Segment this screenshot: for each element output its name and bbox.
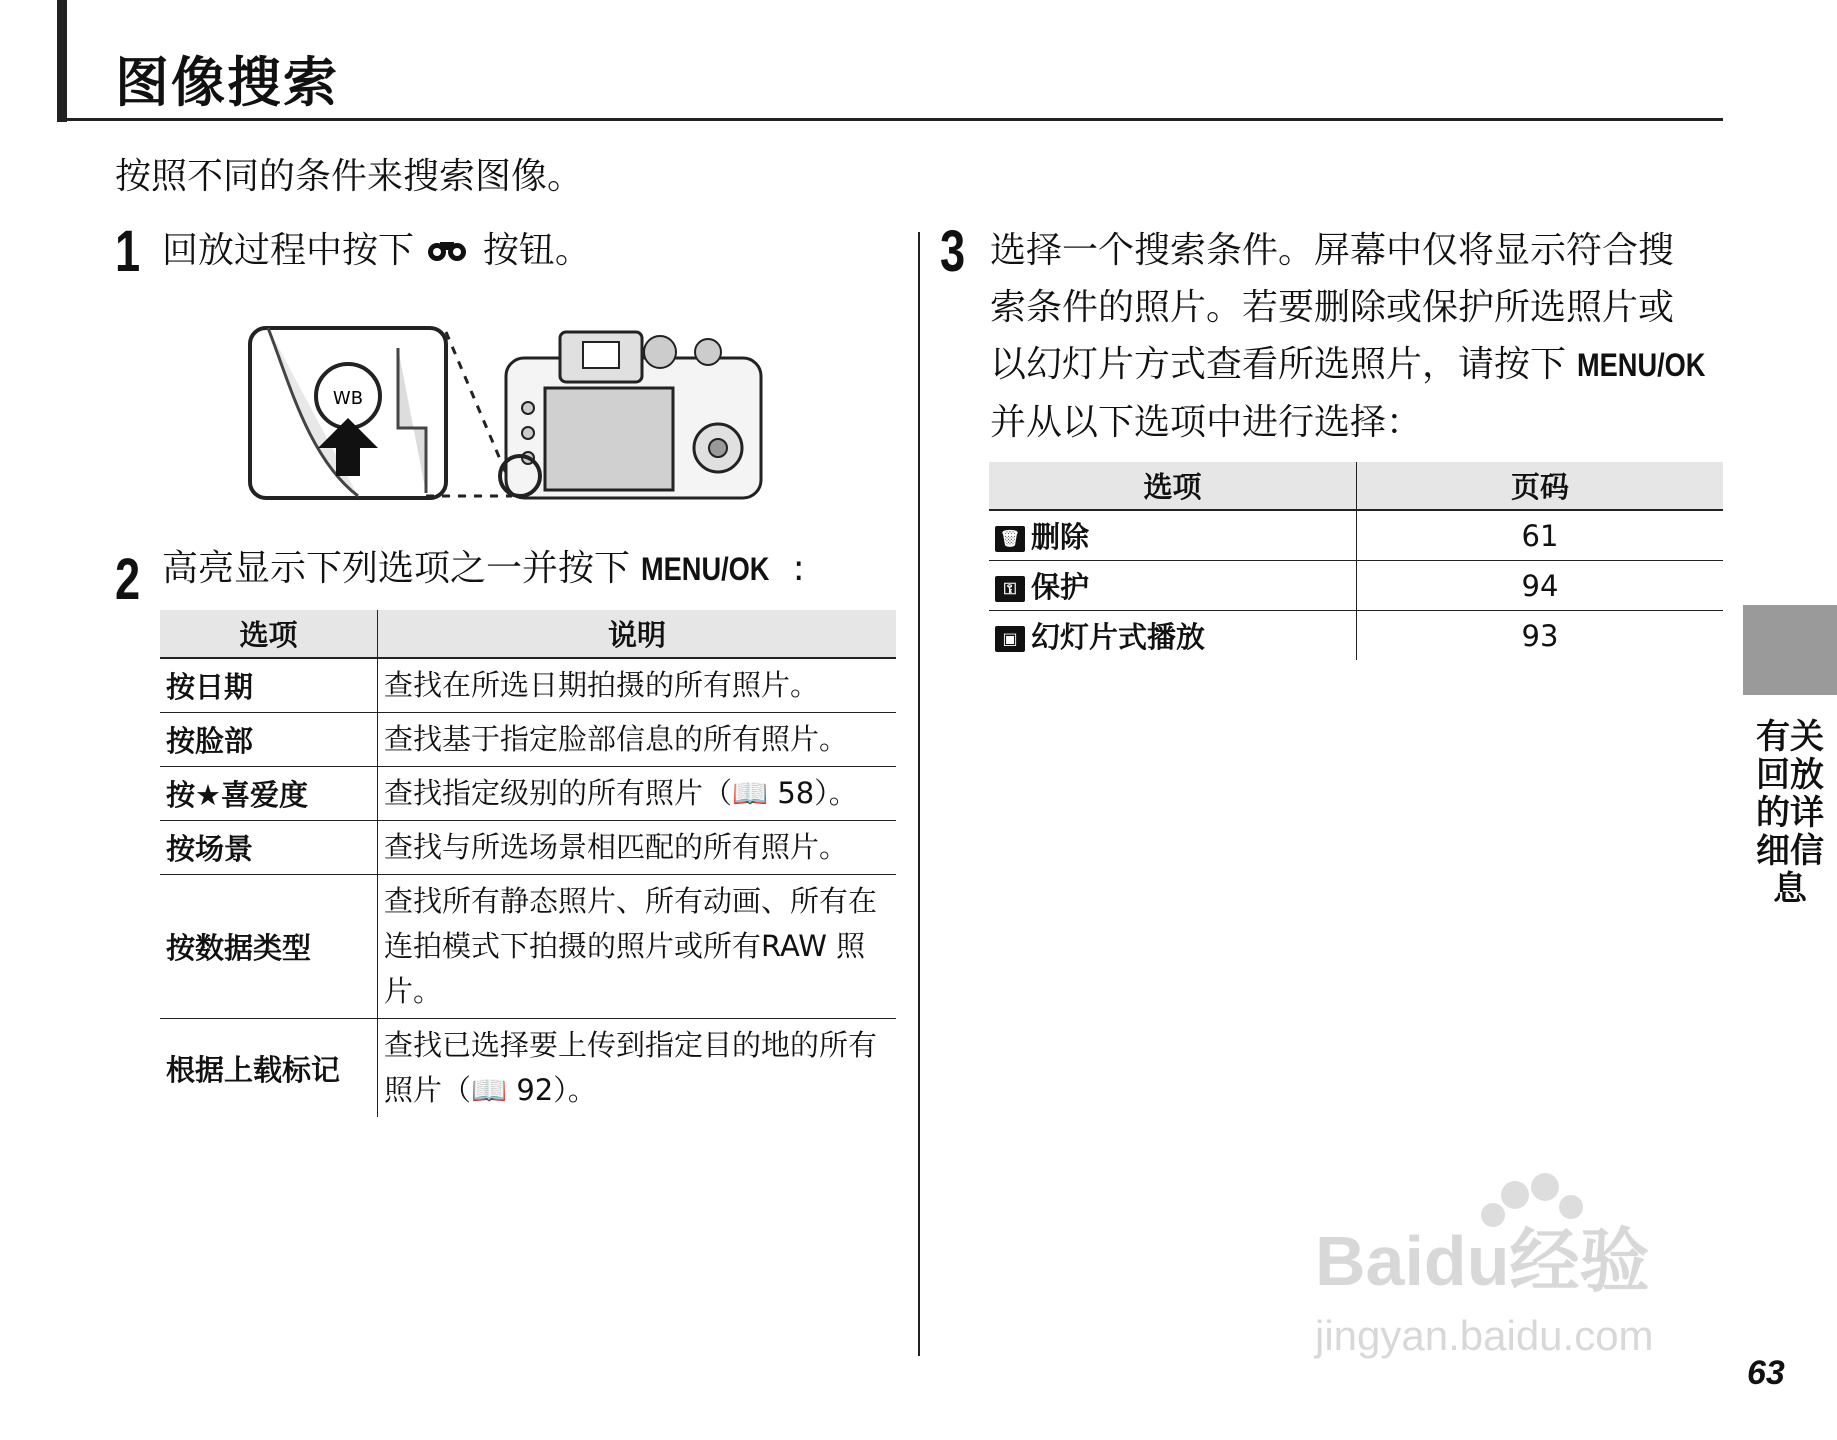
search-options-table — [160, 610, 896, 1117]
table-row — [160, 658, 896, 713]
description-cell: 查找已选择要上传到指定目的地的所有照片（📖 92）。 — [378, 1019, 897, 1118]
option-cell — [989, 611, 1357, 661]
option-cell: 按数据类型 — [160, 875, 378, 1019]
table-row — [989, 510, 1723, 561]
option-cell: 按★喜爱度 — [160, 767, 378, 821]
page-number: 63 — [1747, 1354, 1785, 1392]
table-row — [160, 713, 896, 767]
table-header-option: 选项 — [989, 462, 1357, 510]
description-cell: 查找所有静态照片、所有动画、所有在连拍模式下拍摄的照片或所有RAW 照片。 — [378, 875, 897, 1019]
menu-ok-button-label: MENU/OK — [1577, 347, 1706, 383]
playback-options-table — [989, 462, 1723, 660]
step-3-line-1: 选择一个搜索条件。屏幕中仅将显示符合搜 — [990, 230, 1675, 271]
step-3-line-2: 索条件的照片。若要删除或保护所选照片或 — [990, 287, 1675, 328]
option-label: 保护 — [1031, 570, 1090, 604]
step-3-line-4: 并从以下选项中进行选择： — [990, 402, 1423, 443]
section-tab-label: 有关回放的详细信息 — [1756, 717, 1824, 909]
baidu-watermark — [1305, 1165, 1745, 1369]
step-2-text — [162, 540, 805, 598]
camera-illustration — [248, 308, 768, 508]
table-row — [160, 875, 896, 1019]
option-cell: 按脸部 — [160, 713, 378, 767]
section-tab — [1743, 605, 1837, 695]
step-2-number: 2 — [115, 547, 141, 612]
binoculars-icon — [425, 224, 471, 281]
slideshow-icon: ▣ — [995, 626, 1025, 652]
wb-button-label: WB — [332, 388, 364, 409]
menu-ok-button-label: MENU/OK — [641, 551, 770, 587]
step-1-number: 1 — [115, 219, 141, 284]
description-cell: 查找与所选场景相匹配的所有照片。 — [378, 821, 897, 875]
step-3-line-3: 以幻灯片方式查看所选照片，请按下 — [990, 344, 1567, 385]
description-cell: 查找指定级别的所有照片（📖 58）。 — [378, 767, 897, 821]
intro-text: 按照不同的条件来搜索图像。 — [115, 156, 584, 197]
option-cell — [989, 510, 1357, 561]
page-cell: 61 — [1521, 518, 1559, 553]
page-cell: 94 — [1357, 561, 1724, 611]
step-3-line-3-wrap — [990, 336, 1730, 394]
step-1-text — [162, 222, 591, 281]
table-row — [989, 611, 1723, 661]
description-cell: 查找在所选日期拍摄的所有照片。 — [384, 668, 820, 702]
option-cell: 根据上载标记 — [160, 1019, 378, 1118]
trash-icon: 🗑 — [995, 526, 1025, 552]
table-row — [989, 561, 1723, 611]
step-1-text-before: 回放过程中按下 — [162, 230, 415, 271]
table-row — [160, 821, 896, 875]
description-cell: 查找基于指定脸部信息的所有照片。 — [378, 713, 897, 767]
table-header-option: 选项 — [160, 610, 378, 658]
step-2-instruction: 高亮显示下列选项之一并按下 — [162, 548, 631, 589]
option-label: 幻灯片式播放 — [1031, 620, 1206, 654]
page-cell: 93 — [1357, 611, 1724, 661]
step-3-number: 3 — [940, 219, 966, 284]
watermark-line-2: jingyan.baidu.com — [1315, 1312, 1654, 1359]
table-header-page: 页码 — [1357, 462, 1724, 510]
table-row — [160, 1019, 896, 1118]
option-cell: 按日期 — [160, 658, 378, 713]
page-title: 图像搜索 — [115, 51, 339, 114]
title-divider — [57, 118, 1723, 121]
option-label: 删除 — [1031, 520, 1090, 554]
watermark-line-1: Baidu经验 — [1315, 1222, 1650, 1300]
table-row — [160, 767, 896, 821]
title-accent-bar — [57, 0, 67, 122]
step-2-colon: : — [792, 548, 805, 589]
key-icon: ⚿ — [995, 576, 1025, 602]
table-header-description: 说明 — [378, 610, 897, 658]
step-3-text — [990, 222, 1730, 451]
step-1-text-after: 按钮。 — [482, 230, 591, 271]
column-divider — [918, 232, 920, 1356]
option-cell: 按场景 — [160, 821, 378, 875]
option-cell — [989, 561, 1357, 611]
